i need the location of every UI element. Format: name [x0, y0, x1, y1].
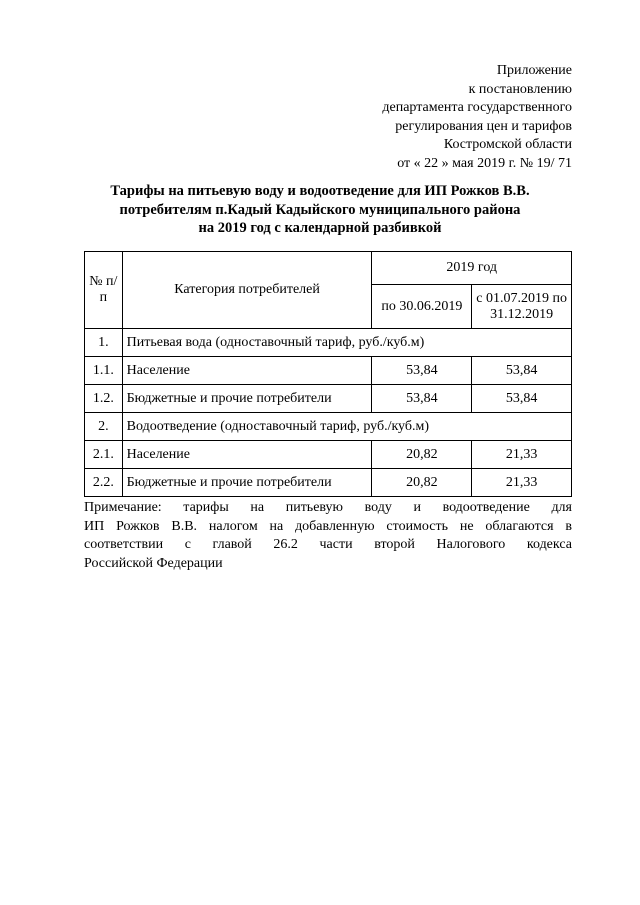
- header-period-1: по 30.06.2019: [372, 285, 472, 329]
- note-word: главой: [212, 537, 252, 552]
- title-line: Тарифы на питьевую воду и водоотведение для ИП Рожков В.В.: [110, 183, 530, 199]
- row-value-period-1: 20,82: [372, 469, 472, 497]
- note-word: 26.2: [273, 537, 298, 552]
- note-word: Примечание:: [84, 500, 162, 515]
- note-word: второй: [374, 537, 415, 552]
- note-word: для: [551, 500, 572, 515]
- header-year: 2019 год: [372, 252, 572, 285]
- table-row: [85, 469, 572, 497]
- row-category: Бюджетные и прочие потребители: [122, 469, 372, 497]
- section-row: [85, 413, 572, 441]
- document-title: [60, 182, 580, 238]
- row-category: Население: [122, 441, 372, 469]
- note-word: на: [269, 518, 284, 534]
- row-value-period-2: 21,33: [472, 441, 572, 469]
- note-word: добавленную: [295, 518, 375, 534]
- appendix-line: к постановлению: [468, 81, 572, 97]
- note-word: на: [250, 500, 265, 515]
- header-category: Категория потребителей: [122, 252, 372, 329]
- appendix-date-line: от « 22 » мая 2019 г. № 19/ 71: [397, 155, 572, 171]
- note-word: и: [413, 500, 421, 515]
- section-title: Питьевая вода (одноставочный тариф, руб./куб.м): [122, 329, 571, 357]
- note-word: стоимость: [386, 518, 448, 534]
- table-row: [85, 357, 572, 385]
- section-num: 2.: [85, 413, 123, 441]
- appendix-block: [382, 62, 572, 173]
- note-word: В.В.: [171, 518, 198, 534]
- note-word: кодекса: [526, 537, 572, 552]
- tariffs-table: [84, 251, 572, 497]
- row-category: Население: [122, 357, 372, 385]
- section-num: 1.: [85, 329, 123, 357]
- note-word: в: [565, 518, 572, 534]
- note-word: облагаются: [485, 518, 554, 534]
- table-row: [85, 385, 572, 413]
- note-word: Рожков: [116, 518, 160, 534]
- header-period-2: с 01.07.2019 по 31.12.2019: [472, 285, 572, 329]
- row-value-period-1: 53,84: [372, 357, 472, 385]
- row-value-period-1: 20,82: [372, 441, 472, 469]
- appendix-line: регулирования цен и тарифов: [395, 118, 572, 134]
- row-num: 1.1.: [85, 357, 123, 385]
- table-row: [85, 441, 572, 469]
- row-num: 2.1.: [85, 441, 123, 469]
- table-header-row: [85, 252, 572, 285]
- section-row: [85, 329, 572, 357]
- row-value-period-1: 53,84: [372, 385, 472, 413]
- row-value-period-2: 53,84: [472, 357, 572, 385]
- note-block: [84, 499, 572, 573]
- row-num: 2.2.: [85, 469, 123, 497]
- note-word: соответствии: [84, 537, 164, 552]
- appendix-line: Костромской области: [443, 137, 572, 152]
- note-line: [84, 536, 572, 555]
- note-line: Российской Федерации: [84, 555, 223, 571]
- note-word: питьевую: [285, 500, 343, 515]
- note-word: части: [319, 537, 353, 552]
- note-word: налогом: [208, 518, 258, 534]
- note-word: воду: [364, 500, 392, 515]
- row-category: Бюджетные и прочие потребители: [122, 385, 372, 413]
- note-word: водоотведение: [442, 500, 530, 515]
- row-num: 1.2.: [85, 385, 123, 413]
- note-line: [84, 518, 572, 537]
- appendix-line: Приложение: [496, 63, 572, 78]
- note-word: тарифы: [183, 500, 229, 515]
- appendix-line: департамента государственного: [382, 100, 572, 115]
- row-value-period-2: 21,33: [472, 469, 572, 497]
- title-line: потребителям п.Кадый Кадыйского муниципального района: [119, 201, 521, 218]
- row-value-period-2: 53,84: [472, 385, 572, 413]
- note-word: не: [459, 518, 474, 534]
- note-word: ИП: [84, 518, 105, 534]
- header-num: № п/п: [85, 252, 123, 329]
- note-word: с: [184, 537, 191, 552]
- section-title: Водоотведение (одноставочный тариф, руб./куб.м): [122, 413, 571, 441]
- note-word: Налогового: [436, 537, 506, 552]
- note-line: [84, 499, 572, 518]
- title-line: на 2019 год с календарной разбивкой: [198, 220, 442, 236]
